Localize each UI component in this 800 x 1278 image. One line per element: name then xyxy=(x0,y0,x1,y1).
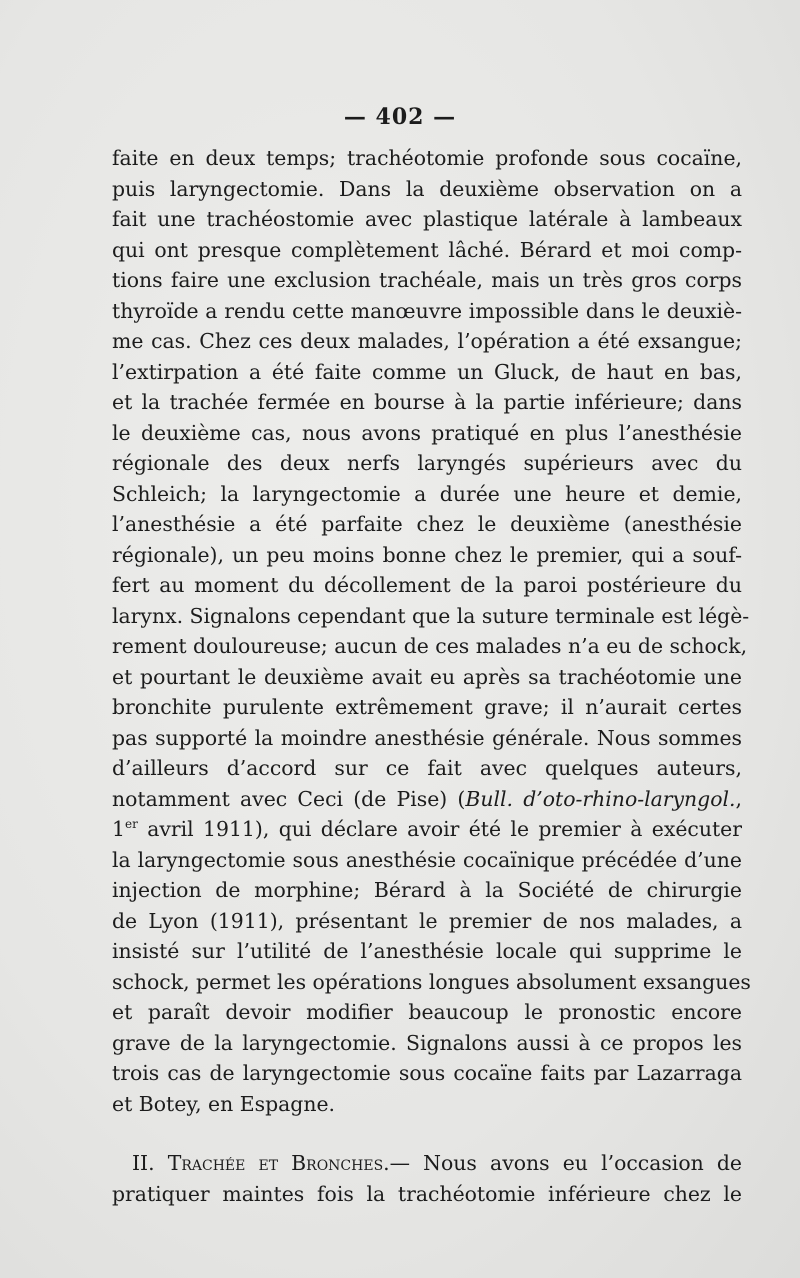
section-heading-rest: — Nous avons eu l’occasion de xyxy=(389,1151,742,1175)
text-line: fert au moment du décollement de la paroi postérieure du xyxy=(112,573,742,597)
date-day: 1 xyxy=(112,817,125,841)
text-line: régionale), un peu moins bonne chez le premier, qui a souf- xyxy=(112,542,742,567)
text-line: schock, permet les opérations longues absolument exsangues xyxy=(112,969,751,994)
text-line-citation xyxy=(112,784,742,815)
text-line: pas supporté la moindre anesthésie générale. Nous sommes xyxy=(112,725,742,750)
text-line: Schleich; la laryngectomie a durée une heure et demie, xyxy=(112,481,742,506)
text-line: d’ailleurs d’accord sur ce fait avec quelques auteurs, xyxy=(112,756,742,780)
text-line: larynx. Signalons cependant que la suture terminale est légè- xyxy=(112,603,750,628)
text-line: qui ont presque complètement lâché. Bérard et moi comp- xyxy=(112,237,742,262)
text-line: et paraît devoir modifier beaucoup le pronostic encore xyxy=(112,1000,742,1024)
ordinal-suffix: er xyxy=(124,817,138,832)
text-line: régionale des deux nerfs laryngés supérieurs avec du xyxy=(112,451,742,475)
date-rest: avril 1911), qui déclare avoir été le premier à exécuter xyxy=(137,817,742,841)
paragraph-main xyxy=(112,143,751,1119)
text-line: et pourtant le deuxième avait eu après sa trachéotomie une xyxy=(112,664,742,689)
text-line: trois cas de laryngectomie sous cocaïne faits par Lazarraga xyxy=(112,1061,742,1085)
text-line: l’extirpation a été faite comme un Gluck, de haut en bas, xyxy=(112,359,742,384)
text-line-date xyxy=(112,814,742,845)
text-line: fait une trachéostomie avec plastique latérale à lambeaux xyxy=(112,207,742,231)
text-line: puis laryngectomie. Dans la deuxième observation on a xyxy=(112,176,742,201)
text-line: l’anesthésie a été parfaite chez le deuxième (anesthésie xyxy=(112,512,742,536)
text-line: thyroïde a rendu cette manœuvre impossible dans le deuxiè- xyxy=(112,298,742,323)
text-line: bronchite purulente extrêmement grave; il n’aurait certes xyxy=(112,695,742,719)
page-number: — 402 — xyxy=(343,104,457,130)
text-line: grave de la laryngectomie. Signalons aussi à ce propos les xyxy=(112,1030,742,1055)
text-line: le deuxième cas, nous avons pratiqué en plus l’anesthésie xyxy=(112,420,742,445)
text-line: et la trachée fermée en bourse à la partie inférieure; dans xyxy=(112,390,742,414)
citation-prefix: notamment avec Ceci (de Pise) ( xyxy=(112,786,466,811)
section-heading-line xyxy=(112,1148,742,1179)
citation-suffix: , xyxy=(735,786,743,811)
text-line: pratiquer maintes fois la trachéotomie inférieure chez le xyxy=(112,1181,742,1206)
text-line: injection de morphine; Bérard à la Société de chirurgie xyxy=(112,878,742,902)
section-ii xyxy=(112,1148,742,1209)
text-line: faite en deux temps; trachéotomie profonde sous cocaïne, xyxy=(112,146,742,170)
text-line: la laryngectomie sous anesthésie cocaïnique précédée d’une xyxy=(112,847,742,872)
text-line: me cas. Chez ces deux malades, l’opération a été exsangue; xyxy=(112,329,742,353)
journal-title: Bull. d’oto-rhino-laryngol. xyxy=(465,786,736,811)
section-heading: II. Trachée et Bronches. xyxy=(132,1151,390,1175)
text-line: tions faire une exclusion trachéale, mais un très gros corps xyxy=(112,268,742,292)
text-line: rement douloureuse; aucun de ces malades n’a eu de schock, xyxy=(112,634,748,658)
text-line-last: et Botey, en Espagne. xyxy=(112,1091,336,1116)
text-line: insisté sur l’utilité de l’anesthésie locale qui supprime le xyxy=(112,939,742,963)
text-line: de Lyon (1911), présentant le premier de nos malades, a xyxy=(112,908,742,933)
